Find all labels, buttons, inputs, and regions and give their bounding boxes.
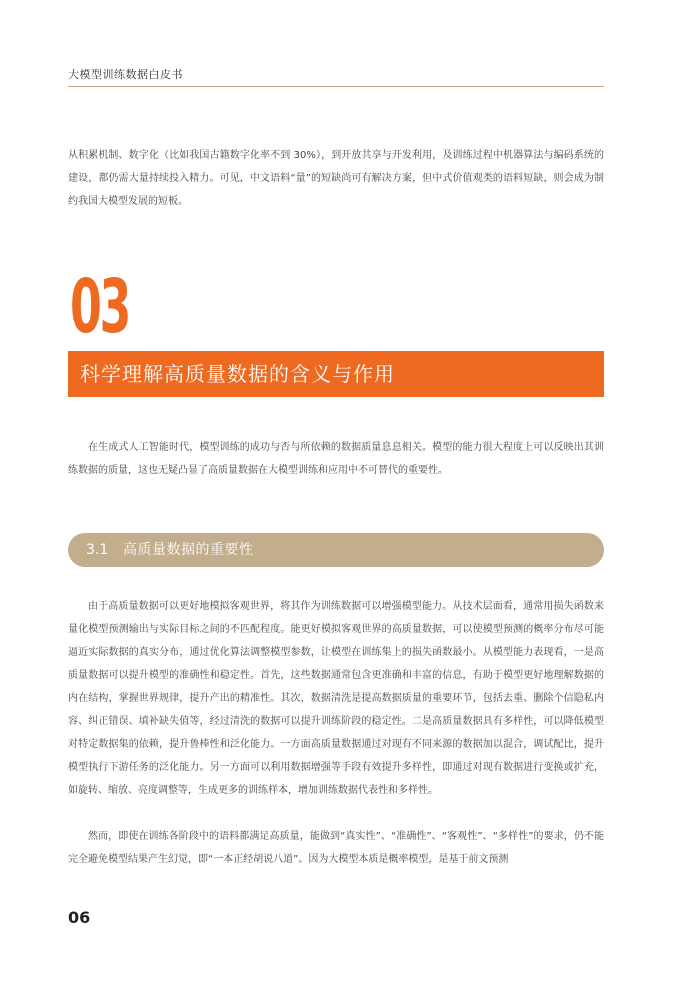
section-title: 高质量数据的重要性	[123, 542, 254, 558]
running-header: 大模型训练数据白皮书	[68, 68, 183, 81]
section-paragraph-1: 由于高质量数据可以更好地模拟客观世界，将其作为训练数据可以增强模型能力。从技术层面看，通常用损失函数来量化模型预测输出与实际目标之间的不匹配程度。能更好模拟客观世界的高质量数据，可以使模型预测的概率分布尽可能逼近实际数据的真实分布，通过优化算法调整模型参数，让模型在训练集上的损失函数最小。从模型能力表现看，一是高质量数据可以提升模型的准确性和稳定性。首先，这些数据通常包含更准确和丰富的信息，有助于模型更好地理解数据的内在结构，掌握世界规律，提升产出的精准性。其次，数据清洗是提高数据质量的重要环节，包括去重、删除个信隐私内容、纠正错误、填补缺失值等，经过清洗的数据可以提升训练阶段的稳定性。二是高质量数据具有多样性，可以降低模型对特定数据集的依赖，提升鲁棒性和泛化能力。一方面高质量数据通过对现有不同来源的数据加以混合，调试配比，提升模型执行下游任务的泛化能力。另一方面可以利用数据增强等手段有效提升多样性，即通过对现有数据进行变换或扩充，如旋转、缩放、亮度调整等，生成更多的训练样本，增加训练数据代表性和多样性。	[68, 601, 604, 796]
chapter-title: 科学理解高质量数据的含义与作用	[80, 362, 395, 386]
chapter-number: 03	[70, 264, 129, 350]
section-heading-bar	[68, 533, 604, 567]
header-divider	[68, 86, 604, 87]
page-number: 06	[68, 908, 91, 927]
chapter-intro-paragraph: 在生成式人工智能时代，模型训练的成功与否与所依赖的数据质量息息相关。模型的能力很大程度上可以反映出其训练数据的质量，这也无疑凸显了高质量数据在大模型训练和应用中不可替代的重要性。	[68, 442, 604, 476]
section-number: 3.1	[86, 542, 109, 558]
chapter-banner	[68, 351, 604, 397]
section-paragraph-2: 然而，即使在训练各阶段中的语料都满足高质量，能做到“真实性”、“准确性”、“客观性”、“多样性”的要求，仍不能完全避免模型结果产生幻觉，即“一本正经胡说八道”。因为大模型本质是概率模型，是基于前文预测	[68, 831, 604, 865]
intro-paragraph: 从积累机制、数字化（比如我国古籍数字化率不到 30%），到开放共享与开发利用，及训练过程中机器算法与编码系统的建设，都仍需大量持续投入精力。可见，中文语料“量”的短缺尚可有解决方案，但中式价值观类的语料短缺，则会成为制约我国大模型发展的短板。	[68, 150, 604, 207]
